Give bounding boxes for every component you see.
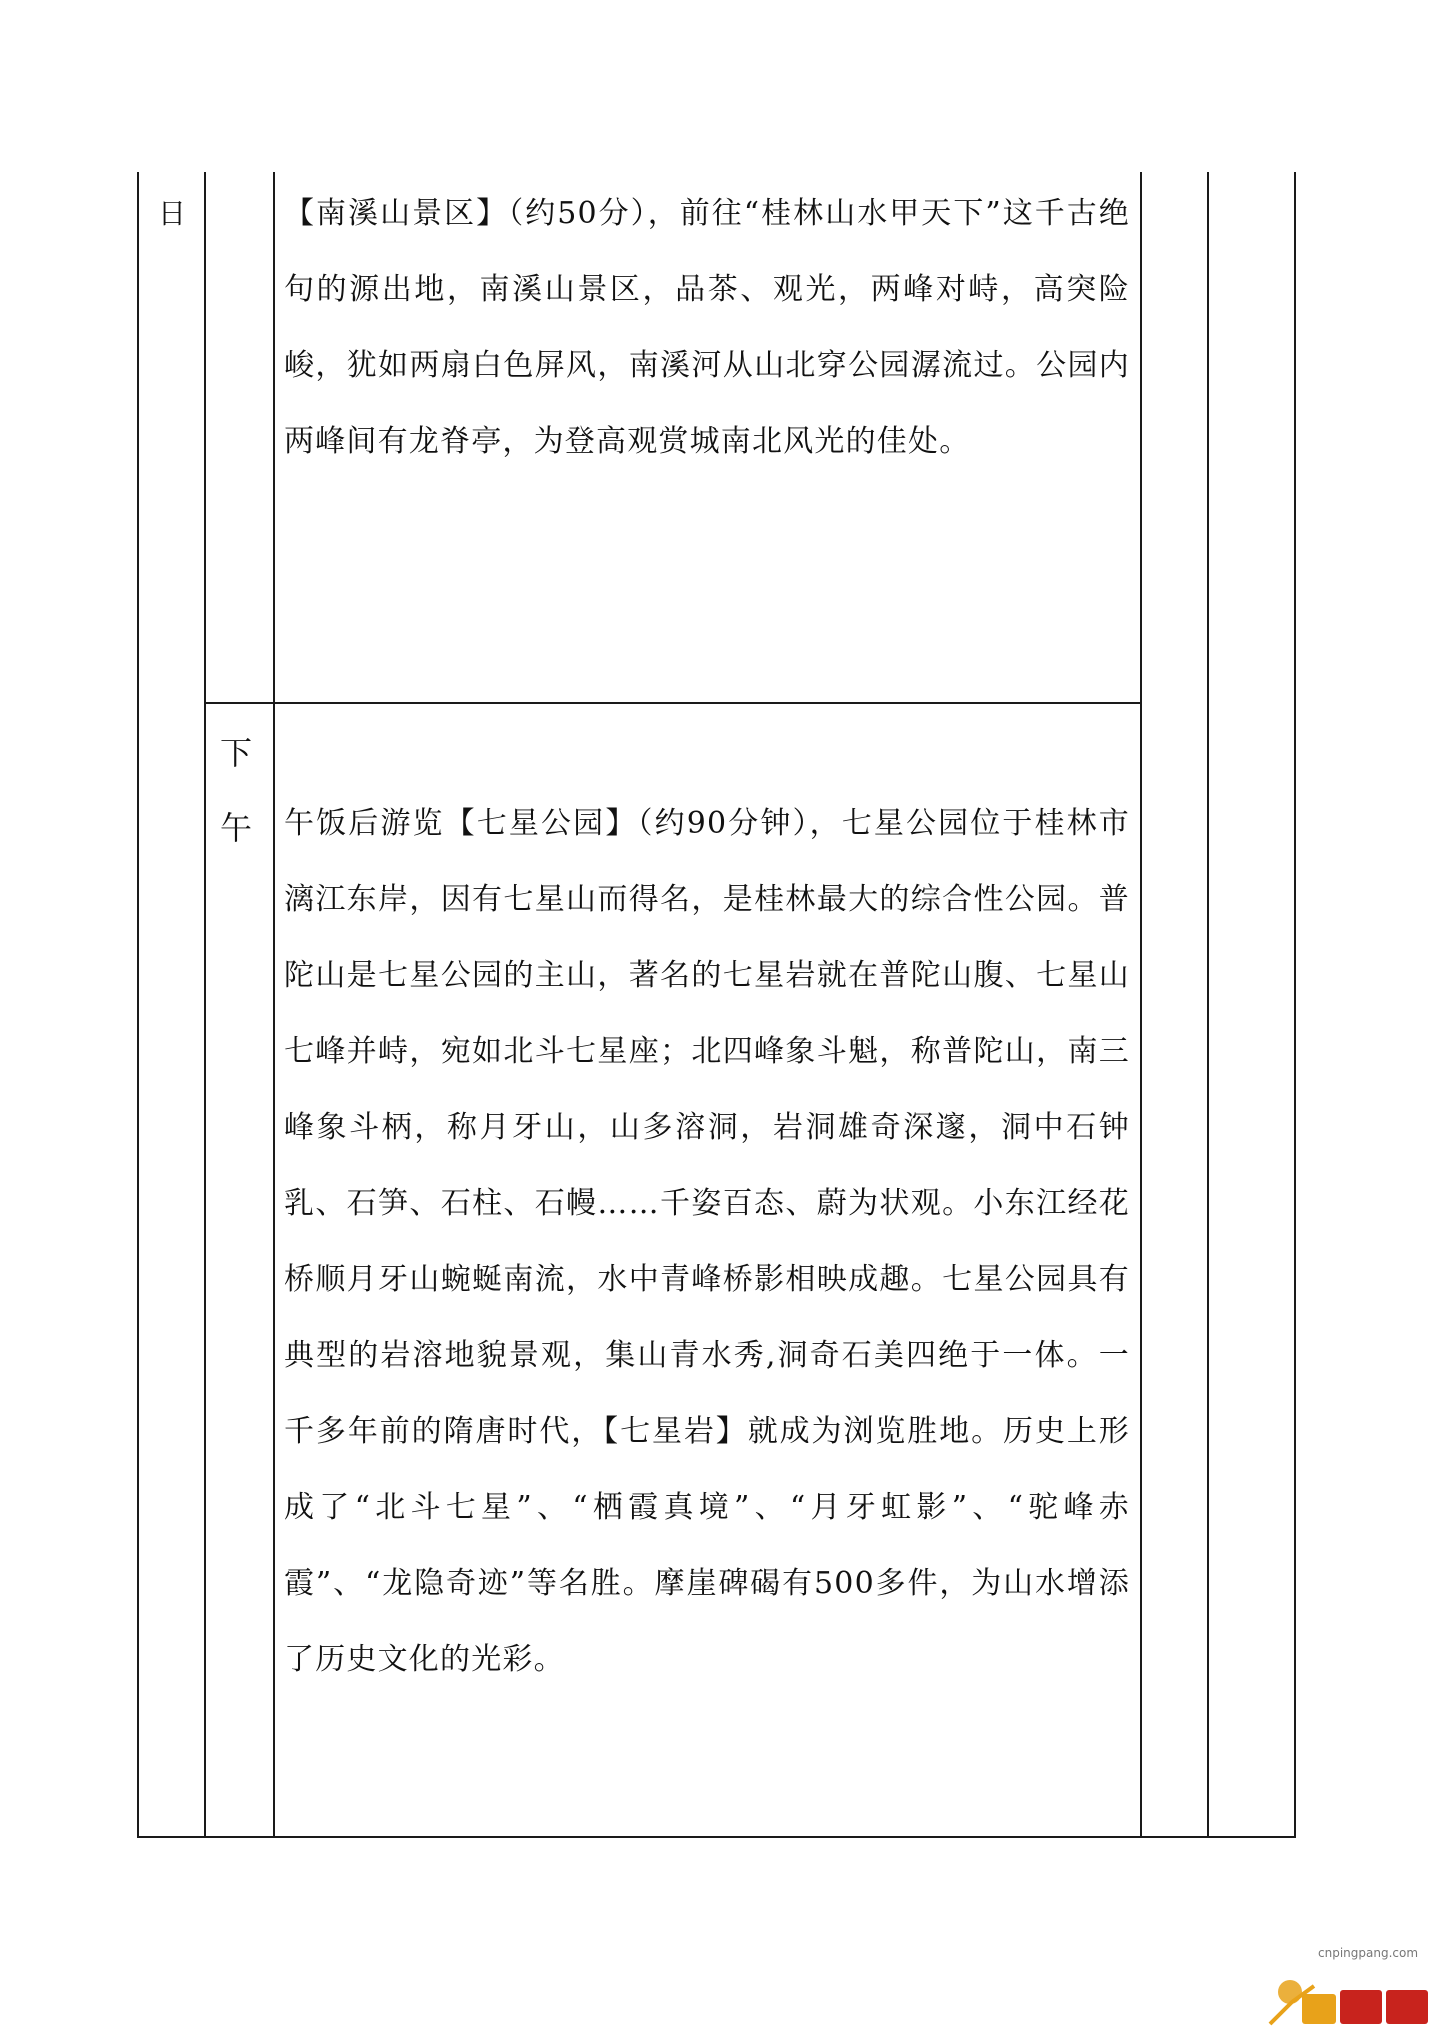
watermark-url: cnpingpang.com — [1318, 1946, 1419, 1960]
morning-itinerary-text: 【南溪山景区】（约50分），前往“桂林山水甲天下”这千古绝句的源出地，南溪山景区，品茶、观光，两峰对峙，高突险峻，犹如两扇白色屏风，南溪河从山北穿公园潺流过。公园内两峰间有龙脊亭，为登高观赏城南北风光的佳处。 — [284, 196, 1130, 459]
day-label: 日 — [158, 197, 187, 230]
table-divider-extra-column — [1207, 172, 1209, 1837]
table-divider-period-column — [273, 172, 275, 1837]
afternoon-label-char-1: 下 — [219, 734, 252, 772]
table-divider-content-column — [1140, 172, 1142, 1837]
afternoon-label — [216, 716, 256, 866]
table-divider-day-column — [204, 172, 206, 1837]
row-divider-morning-afternoon — [204, 702, 1142, 704]
table-border-bottom — [137, 1836, 1296, 1838]
table-border-left — [137, 172, 139, 1837]
table-border-right — [1294, 172, 1296, 1837]
afternoon-label-char-2: 午 — [219, 809, 252, 847]
watermark-logo — [1252, 1966, 1432, 2030]
afternoon-itinerary-text: 午饭后游览【七星公园】（约90分钟），七星公园位于桂林市漓江东岸，因有七星山而得名，是桂林最大的综合性公园。普陀山是七星公园的主山，著名的七星岩就在普陀山腹、七星山七峰并峙，宛如北斗七星座；北四峰象斗魁，称普陀山，南三峰象斗柄，称月牙山，山多溶洞，岩洞雄奇深邃，洞中石钟乳、石笋、石柱、石幔……千姿百态、蔚为状观。小东江经花桥顺月牙山蜿蜒南流，水中青峰桥影相映成趣。七星公园具有典型的岩溶地貌景观，集山青水秀,洞奇石美四绝于一体。一千多年前的隋唐时代，【七星岩】就成为浏览胜地。历史上形成了“北斗七星”、“栖霞真境”、“月牙虹影”、“驼峰赤霞”、“龙隐奇迹”等名胜。摩崖碑碣有500多件，为山水增添了历史文化的光彩。 — [284, 806, 1130, 1677]
